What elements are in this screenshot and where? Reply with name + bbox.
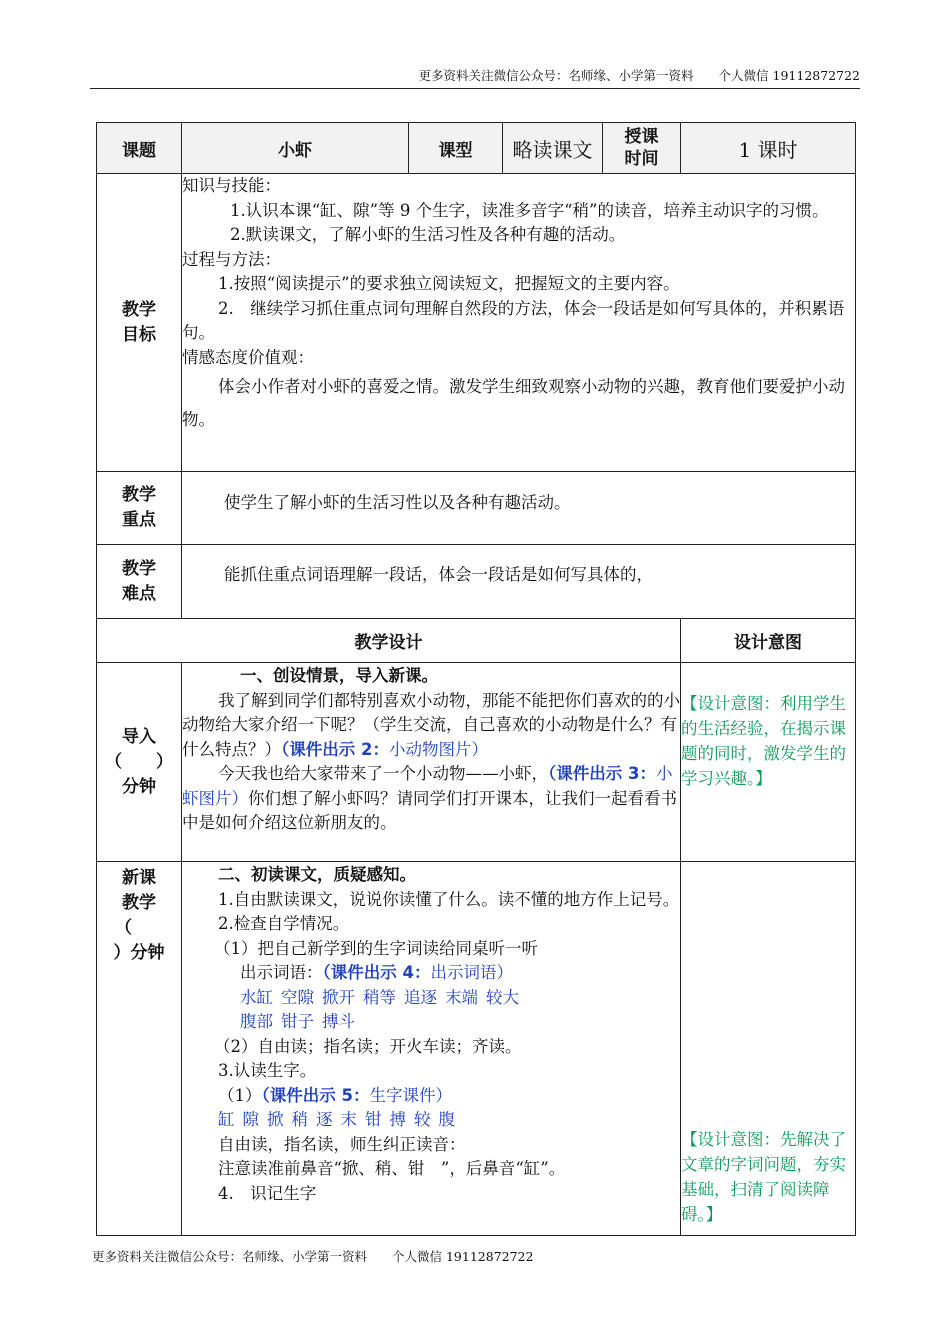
intro-heading: 一、创设情景，导入新课。 bbox=[240, 666, 438, 685]
goals-row bbox=[97, 174, 856, 472]
new-lesson-content bbox=[182, 862, 681, 1236]
difficulty-label-line2: 难点 bbox=[122, 583, 156, 604]
courseware-note: （课件出示 3： bbox=[548, 764, 656, 783]
intro-paragraph-1 bbox=[182, 689, 680, 763]
intro-paragraph-2 bbox=[182, 762, 680, 836]
key-label-line2: 重点 bbox=[122, 510, 156, 530]
time-value: 1 课时 bbox=[681, 123, 856, 174]
new-lesson-label-line4: ）分钟 bbox=[113, 943, 165, 963]
goals-line bbox=[182, 199, 855, 224]
intro-p2-text: 今天我也给大家带来了一个小动物——小虾， bbox=[218, 764, 548, 783]
new-lesson-heading: 二、初读课文，质疑感知。 bbox=[218, 865, 416, 884]
courseware-note-detail: 小虾图片） bbox=[182, 764, 673, 808]
courseware-note-detail: 小动物图片） bbox=[388, 739, 488, 759]
goals-line: 知识与技能： bbox=[182, 176, 281, 195]
intro-label-line1: 导入 bbox=[122, 726, 156, 747]
courseware-note: （课件出示 4： bbox=[322, 963, 431, 982]
char: 钳 bbox=[365, 1110, 382, 1129]
page-footer: 更多资料关注微信公众号：名师缘、小学第一资料 个人微信 19112872722 bbox=[92, 1249, 534, 1264]
char: 隙 bbox=[242, 1110, 259, 1129]
difficulty-label-line1: 教学 bbox=[122, 558, 156, 579]
step-4: 4. 识记生字 bbox=[218, 1183, 317, 1203]
new-lesson-label-line3: （ bbox=[115, 918, 132, 938]
goals-label bbox=[97, 174, 182, 472]
intro-p2-text-end: 你们想了解小虾吗？请同学们打开课本，让我们一起看看书中是如何介绍这位新朋友的。 bbox=[182, 788, 677, 832]
word-list-1 bbox=[182, 986, 680, 1011]
goals-line: 情感态度价值观： bbox=[182, 347, 314, 367]
new-lesson-label-line2: 教学 bbox=[122, 893, 156, 913]
time-label bbox=[603, 123, 681, 174]
word: 较大 bbox=[486, 987, 519, 1007]
type-value: 略读课文 bbox=[503, 123, 603, 174]
word: 搏斗 bbox=[322, 1012, 355, 1031]
goals-line-text: 1.认识本课“缸、隙”等 9 个生字，读准多音字“稍”的读音，培养主动识字的习惯。 bbox=[230, 200, 829, 220]
goals-line: 2. 继续学习抓住重点词句理解自然段的方法，体会一段话是如何写具体的，并积累语句。 bbox=[182, 298, 845, 342]
intro-row bbox=[97, 663, 856, 862]
word: 钳子 bbox=[281, 1012, 314, 1031]
goals-line: 1.按照“阅读提示”的要求独立阅读短文，把握短文的主要内容。 bbox=[218, 274, 680, 293]
char: 掀 bbox=[267, 1110, 284, 1129]
char: 稍 bbox=[291, 1110, 308, 1129]
step-3-1-number: （1） bbox=[218, 1085, 262, 1105]
design-header-row bbox=[97, 619, 856, 663]
word-list-2 bbox=[182, 1010, 680, 1035]
char: 缸 bbox=[218, 1110, 235, 1129]
intro-content bbox=[182, 663, 681, 862]
courseware-note: （课件出示 2： bbox=[281, 739, 389, 759]
lesson-plan-table bbox=[96, 122, 856, 1236]
intro-label-line3: 分钟 bbox=[122, 776, 156, 797]
difficulty-content: 能抓住重点词语理解一段话，体会一段话是如何写具体的， bbox=[182, 545, 856, 619]
new-lesson-intent: 【设计意图：先解决了文章的字词问题，夯实基础，扫清了阅读障碍。】 bbox=[681, 862, 856, 1236]
key-content: 使学生了解小虾的生活习性以及各种有趣活动。 bbox=[182, 472, 856, 545]
char: 腹 bbox=[438, 1110, 455, 1129]
step-2-1: （1）把自己新学到的生字词读给同桌听一听 bbox=[214, 938, 538, 958]
key-label bbox=[97, 472, 182, 545]
show-words-label: 出示词语： bbox=[240, 963, 323, 982]
word: 末端 bbox=[445, 987, 478, 1007]
word: 追逐 bbox=[404, 987, 437, 1007]
difficulty-label bbox=[97, 545, 182, 619]
key-row bbox=[97, 472, 856, 545]
char-list bbox=[182, 1108, 680, 1133]
goals-line: 2.默读课文，了解小虾的生活习性及各种有趣的活动。 bbox=[230, 225, 626, 244]
new-lesson-label-line1: 新课 bbox=[122, 868, 156, 888]
step-2: 2.检查自学情况。 bbox=[218, 914, 350, 933]
char: 较 bbox=[414, 1110, 431, 1129]
difficulty-row bbox=[97, 545, 856, 619]
word: 水缸 bbox=[240, 987, 273, 1007]
intro-label-line2: （ ） bbox=[105, 751, 173, 772]
type-label: 课型 bbox=[409, 123, 503, 174]
time-label-line1: 授课 bbox=[624, 127, 659, 147]
step-3: 3.认读生字。 bbox=[218, 1061, 317, 1080]
goals-label-line2: 目标 bbox=[122, 324, 156, 345]
step-3-2: 自由读，指名读，师生纠正读音： bbox=[218, 1134, 466, 1154]
char: 末 bbox=[340, 1110, 357, 1129]
goals-line: 体会小作者对小虾的喜爱之情。激发学生细致观察小动物的兴趣，教育他们要爱护小动物。 bbox=[182, 377, 845, 429]
goals-content bbox=[182, 174, 856, 472]
courseware-note: （课件出示 5： bbox=[261, 1085, 370, 1105]
char: 搏 bbox=[389, 1110, 406, 1129]
word: 腹部 bbox=[240, 1012, 273, 1031]
goals-line: 过程与方法： bbox=[182, 249, 281, 269]
word: 掀开 bbox=[322, 987, 355, 1007]
intro-p1-text: 我了解到同学们都特别喜欢小动物，那能不能把你们喜欢的的小动物给大家介绍一下呢？（学生交流，自己喜欢的小动物是什么？有什么特点？） bbox=[182, 690, 680, 759]
page-header: 更多资料关注微信公众号：名师缘、小学第一资料 个人微信 19112872722 bbox=[90, 66, 860, 89]
intro-intent: 【设计意图：利用学生的生活经验，在揭示课题的同时，激发学生的学习兴趣。】 bbox=[681, 663, 856, 862]
step-1: 1.自由默读课文，说说你读懂了什么。读不懂的地方作上记号。 bbox=[218, 889, 680, 909]
new-lesson-label bbox=[97, 862, 182, 1236]
topic-value: 小虾 bbox=[182, 123, 409, 174]
word: 空隙 bbox=[281, 987, 314, 1007]
char: 逐 bbox=[316, 1110, 333, 1129]
courseware-note-detail: 生字课件） bbox=[369, 1085, 452, 1105]
key-label-line1: 教学 bbox=[122, 485, 156, 505]
word: 稍等 bbox=[363, 987, 396, 1007]
step-2-show bbox=[182, 961, 680, 986]
courseware-note-detail: 出示词语） bbox=[430, 963, 513, 982]
goals-label-line1: 教学 bbox=[122, 299, 156, 320]
topic-label: 课题 bbox=[97, 123, 182, 174]
design-header-right: 设计意图 bbox=[681, 619, 856, 663]
intro-label bbox=[97, 663, 182, 862]
step-3-3: 注意读准前鼻音“掀、稍、钳 ”，后鼻音“缸”。 bbox=[218, 1159, 566, 1178]
time-label-line2: 时间 bbox=[624, 149, 659, 169]
new-lesson-row bbox=[97, 862, 856, 1236]
step-3-1 bbox=[182, 1084, 680, 1109]
step-2-2: （2）自由读；指名读；开火车读；齐读。 bbox=[214, 1036, 522, 1056]
design-header-left: 教学设计 bbox=[97, 619, 681, 663]
top-row bbox=[97, 123, 856, 174]
